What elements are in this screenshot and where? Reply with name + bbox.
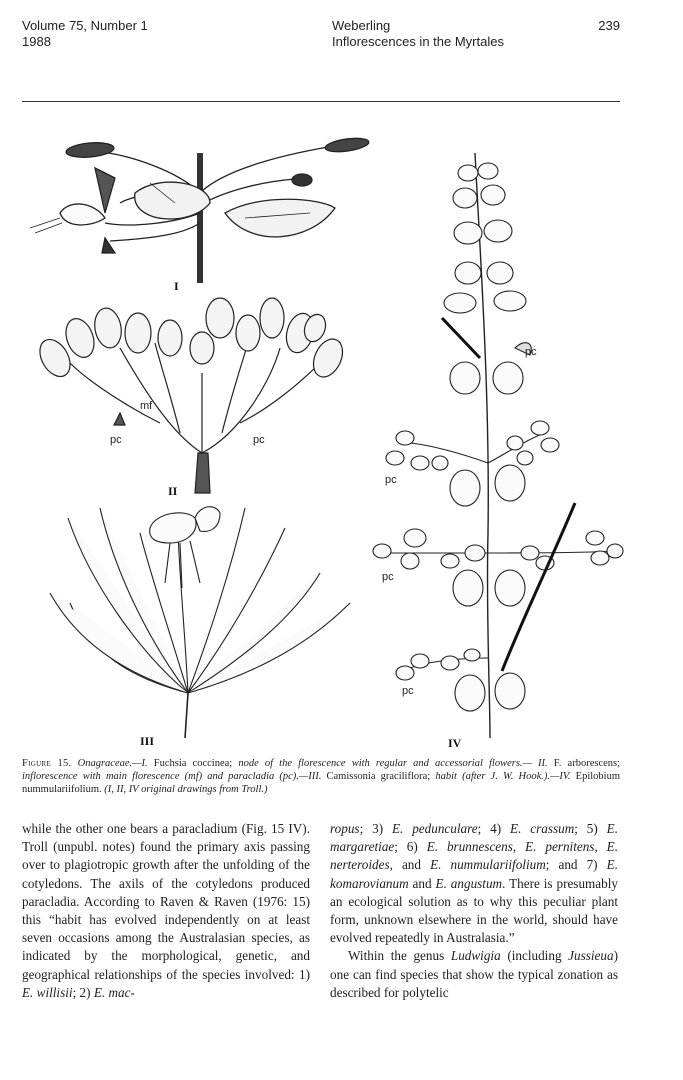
volume-number: Volume 75, Number 1	[22, 18, 148, 33]
right-p2-text-3: ) one can find species that show the typical zonation as described for polytelic	[330, 948, 618, 1000]
figure-plate	[10, 133, 630, 753]
caption-part1-desc: node of the florescence with regular and accessorial flowers.—	[238, 758, 532, 769]
header-rule	[22, 101, 620, 102]
panel-iv-drawing	[373, 153, 623, 738]
panel-label-iii: III	[140, 734, 155, 748]
right-text-7: and	[408, 875, 436, 891]
species-macropus-end: ropus	[330, 821, 360, 836]
right-text-2: ; 4)	[477, 821, 511, 836]
panel-i-drawing	[30, 136, 370, 283]
caption-part2-num: II.	[538, 758, 548, 769]
species-willisii: E. willisii	[22, 984, 73, 1000]
figure-caption	[22, 757, 620, 797]
caption-part4-species: Epilobium nummulariifolium.	[22, 771, 621, 796]
left-paragraph	[22, 820, 310, 1002]
running-header-center	[332, 18, 504, 50]
species-macropus-start: E. mac-	[93, 984, 135, 1000]
page-number: 239	[598, 18, 620, 33]
caption-part3-desc: habit (after J. W. Hook.).—	[435, 771, 560, 783]
species-nummulariifolium: E. nummulariifolium	[430, 857, 546, 873]
panel-iii-drawing	[50, 507, 350, 738]
right-text-8: . There is presumably an ecological solution as to why this peculiar plant form, unknown elsewhere in the world, should have evolved repeatedly in Australasia.”	[330, 875, 618, 946]
body-column-right	[330, 820, 618, 1002]
species-margaretiae: E. margaretiae	[330, 821, 618, 855]
caption-part3-num: III.	[308, 771, 322, 783]
annotation-pc-iv-2: pc	[385, 474, 397, 486]
annotation-pc-iv-1: pc	[525, 346, 537, 358]
publication-year: 1988	[22, 34, 51, 49]
right-text-6: ; and 7)	[545, 857, 607, 873]
annotation-mf: mf	[140, 400, 153, 412]
family-name: Onagraceae.	[77, 758, 133, 769]
running-header-left	[22, 18, 148, 50]
right-text-3: ; 5)	[574, 821, 607, 836]
panel-label-iv: IV	[448, 736, 462, 750]
annotation-pc-iv-3: pc	[382, 571, 394, 583]
caption-part3-species: Camissonia graciliflora;	[326, 771, 431, 783]
right-p2-text-2: (including	[500, 948, 569, 964]
caption-part2-species: F. arborescens;	[553, 758, 621, 769]
caption-part2-desc: inflorescence with main florescence (mf) and paracladia (pc).—	[22, 771, 309, 783]
left-text-1: while the other one bears a paracladium (Fig. 15 IV). Troll (unpubl. notes) found the primary axis passing over to plagiotropic growth after the unfolding of the cotyledons. The axils of the cotyledons produced paracladia. According to Raven & Raven (1976: 15) this “habit has evolved independently on at least seven occasions among the Australasian species, as indicated by the morphological, genetic, and geographical relationships of the species involved: 1)	[22, 821, 310, 982]
genus-jussieua: Jussieua	[568, 948, 614, 964]
right-text-4: ; 6)	[394, 839, 427, 855]
genus-ludwigia: Ludwigia	[450, 948, 501, 964]
caption-part1-num: —I.	[132, 758, 148, 769]
author-name: Weberling	[332, 18, 391, 33]
annotation-pc-ii-left: pc	[110, 434, 122, 446]
right-text-5: and	[392, 857, 431, 873]
panel-ii-drawing	[34, 298, 348, 493]
annotation-pc-ii-right: pc	[253, 434, 265, 446]
annotation-pc-iv-4: pc	[402, 685, 414, 697]
right-paragraph-1	[330, 820, 618, 947]
panel-label-i: I	[174, 279, 179, 293]
caption-part1-species: Fuchsia coccinea;	[153, 758, 233, 769]
right-paragraph-2	[330, 947, 618, 1002]
caption-part4-num: IV.	[559, 771, 571, 783]
species-group-6: E. brunnescens, E. pernitens, E. nerteroides,	[330, 839, 619, 873]
figure-label: Figure 15.	[22, 758, 72, 769]
left-text-2: ; 2)	[72, 984, 94, 1000]
species-crassum: E. crassum	[510, 821, 575, 836]
caption-part4-desc: (I, II, IV original drawings from Troll.)	[104, 784, 268, 796]
species-angustum: E. angustum	[435, 875, 503, 891]
article-title: Inflorescences in the Myrtales	[332, 34, 504, 49]
species-pedunculare: E. pedunculare	[391, 821, 478, 836]
right-text-1: ; 3)	[359, 821, 392, 836]
panel-label-ii: II	[168, 484, 178, 498]
species-komarovianum: E. komarovianum	[330, 857, 618, 891]
body-column-left	[22, 820, 310, 1002]
right-p2-text-1: Within the genus	[348, 948, 451, 964]
